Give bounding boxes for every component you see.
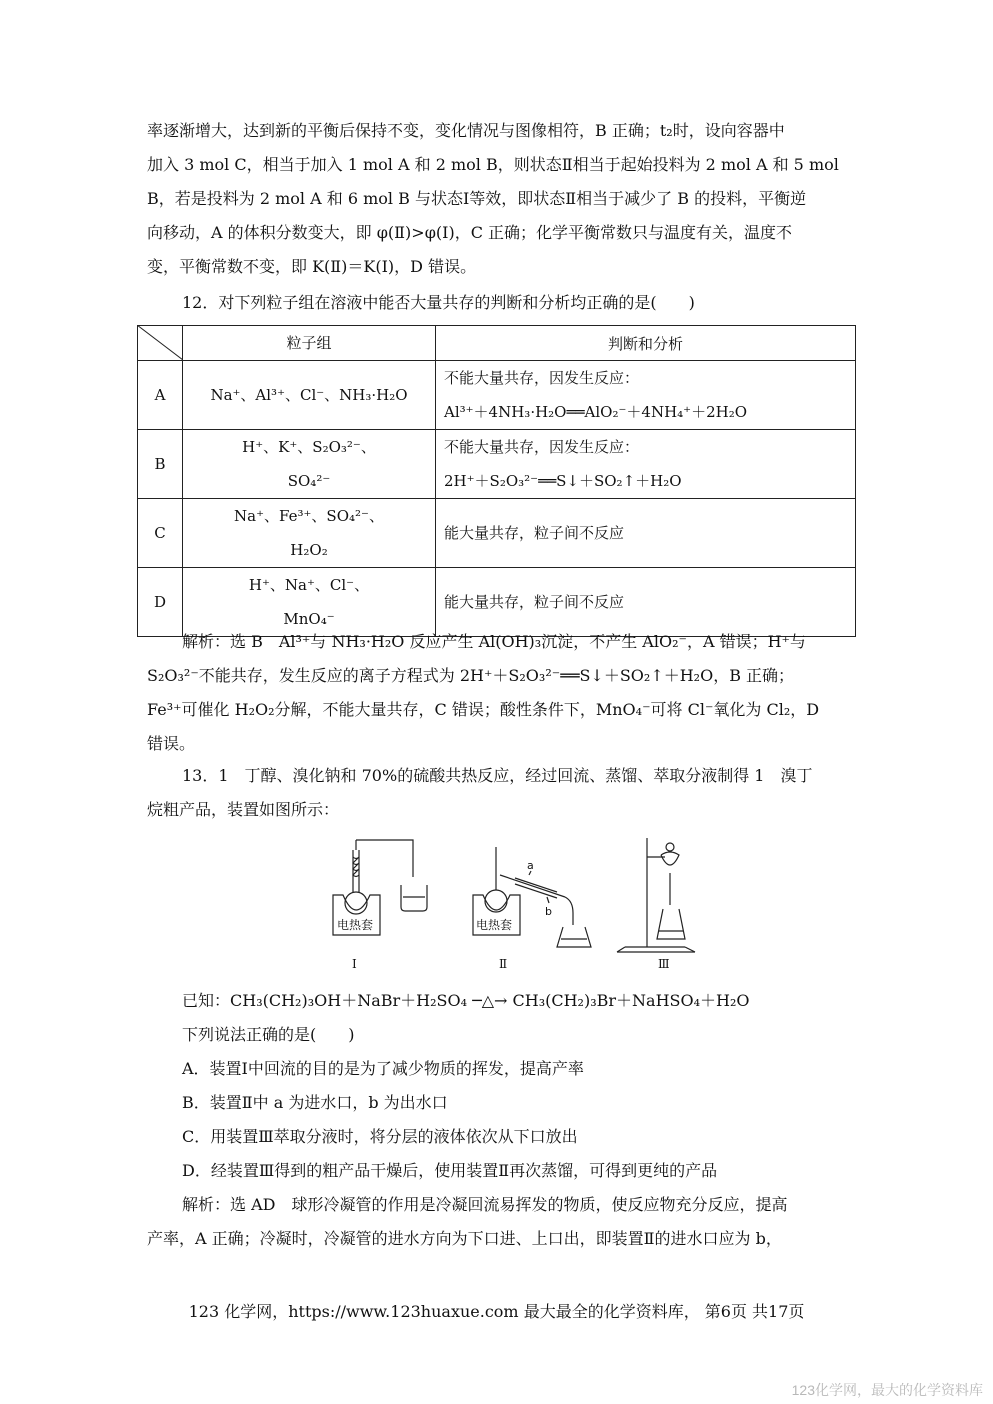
group-line: H⁺、Na⁺、Cl⁻、 <box>248 576 370 594</box>
question-12-stem <box>147 286 847 320</box>
text-line: B，若是投料为 2 mol A 和 6 mol B 与状态Ⅰ等效，即状态Ⅱ相当于减少了 B 的投料，平衡逆 <box>147 189 807 208</box>
figure-label-3: Ⅲ <box>658 957 670 971</box>
table-row <box>138 361 856 430</box>
question-text: 12．对下列粒子组在溶液中能否大量共存的判断和分析均正确的是( ) <box>182 293 695 312</box>
text-line: 变，平衡常数不变，即 K(Ⅱ)＝K(Ⅰ)，D 错误。 <box>147 257 477 276</box>
header-particle-group: 粒子组 <box>183 326 436 361</box>
row-label: B <box>138 430 183 499</box>
apparatus-separatory-funnel <box>617 838 695 952</box>
analysis-line: 不能大量共存，因发生反应： <box>444 438 640 456</box>
watermark: 123化学网，最大的化学资料库 <box>791 1382 983 1398</box>
intro-paragraph <box>147 114 847 284</box>
option-b: B．装置Ⅱ中 a 为进水口，b 为出水口 <box>182 1093 448 1112</box>
particle-group <box>183 361 436 430</box>
analysis-cell <box>436 499 856 568</box>
text-line: Fe³⁺可催化 H₂O₂分解，不能大量共存，C 错误；酸性条件下，MnO₄⁻可将 Cl⁻氧化为 Cl₂，D <box>147 700 820 719</box>
text-line: 加入 3 mol C，相当于加入 1 mol A 和 2 mol B，则状态Ⅱ相当于起始投料为 2 mol A 和 5 mol <box>147 155 839 174</box>
header-analysis: 判断和分析 <box>436 326 856 361</box>
solution-line: 解析：选 AD 球形冷凝管的作用是冷凝回流易挥发的物质，使反应物充分反应，提高 <box>182 1195 788 1214</box>
table-row <box>138 430 856 499</box>
analysis-cell <box>436 430 856 499</box>
row-label: D <box>138 568 183 637</box>
analysis-cell <box>436 361 856 430</box>
group-line: Na⁺、Al³⁺、Cl⁻、NH₃·H₂O <box>210 386 408 404</box>
analysis-line: 不能大量共存，因发生反应： <box>444 369 640 387</box>
option-c: C．用装置Ⅲ萃取分液时，将分层的液体依次从下口放出 <box>182 1127 578 1146</box>
page-footer: 123 化学网，https://www.123huaxue.com 最大最全的化学资料库， 第6页 共17页 <box>188 1302 805 1321</box>
question-12-solution <box>147 625 847 761</box>
group-line: SO₄²⁻ <box>287 472 331 490</box>
group-line: H₂O₂ <box>290 541 328 559</box>
text-line: 向移动，A 的体积分数变大，即 φ(Ⅱ)>φ(Ⅰ)，C 正确；化学平衡常数只与温度有关，温度不 <box>147 223 793 242</box>
solution-line: 产率，A 正确；冷凝时，冷凝管的进水方向为下口进、上口出，即装置Ⅱ的进水口应为 b， <box>147 1229 782 1248</box>
heater-label: 电热套 <box>337 918 374 932</box>
port-a-label: a <box>527 859 534 872</box>
group-line: Na⁺、Fe³⁺、SO₄²⁻、 <box>234 507 384 525</box>
apparatus-figure <box>325 835 705 980</box>
question-13-body <box>147 984 847 1256</box>
group-line: MnO₄⁻ <box>283 610 335 628</box>
option-d: D．经装置Ⅲ得到的粗产品干燥后，使用装置Ⅱ再次蒸馏，可得到更纯的产品 <box>182 1161 718 1180</box>
table-row <box>138 499 856 568</box>
table-corner-diagonal <box>137 325 183 360</box>
port-b-label: b <box>545 905 552 918</box>
text-line: 烷粗产品，装置如图所示： <box>147 800 340 819</box>
analysis-line: 2H⁺＋S₂O₃²⁻══S↓＋SO₂↑＋H₂O <box>444 472 682 490</box>
figure-label-1: Ⅰ <box>352 957 357 971</box>
particle-group <box>183 499 436 568</box>
known-equation: 已知：CH₃(CH₂)₃OH＋NaBr＋H₂SO₄ ─△→ CH₃(CH₂)₃Br＋NaHSO₄＋H₂O <box>182 991 750 1010</box>
analysis-line: 能大量共存，粒子间不反应 <box>444 524 625 542</box>
text-line: 解析：选 B Al³⁺与 NH₃·H₂O 反应产生 Al(OH)₃沉淀，不产生 AlO₂⁻，A 错误；H⁺与 <box>182 632 806 651</box>
row-label: C <box>138 499 183 568</box>
text-line: 13．1 丁醇、溴化钠和 70%的硫酸共热反应，经过回流、蒸馏、萃取分液制得 1 溴丁 <box>182 766 813 785</box>
text-line: 错误。 <box>147 734 196 753</box>
analysis-line: Al³⁺＋4NH₃·H₂O══AlO₂⁻＋4NH₄⁺＋2H₂O <box>444 403 748 421</box>
text-line: S₂O₃²⁻不能共存，发生反应的离子方程式为 2H⁺＋S₂O₃²⁻══S↓＋SO₂↑＋H₂O，B 正确； <box>147 666 795 685</box>
analysis-line: 能大量共存，粒子间不反应 <box>444 593 625 611</box>
question-text: 下列说法正确的是( ) <box>182 1025 355 1044</box>
question-13-stem <box>147 759 847 827</box>
group-line: H⁺、K⁺、S₂O₃²⁻、 <box>242 438 376 456</box>
question-12-table <box>137 325 856 637</box>
row-label: A <box>138 361 183 430</box>
heater-label: 电热套 <box>476 918 513 932</box>
particle-group <box>183 430 436 499</box>
figure-label-2: Ⅱ <box>499 957 508 971</box>
text-line: 率逐渐增大，达到新的平衡后保持不变，变化情况与图像相符，B 正确；t₂时，设向容器中 <box>147 121 785 140</box>
option-a: A．装置Ⅰ中回流的目的是为了减少物质的挥发，提高产率 <box>182 1059 584 1078</box>
